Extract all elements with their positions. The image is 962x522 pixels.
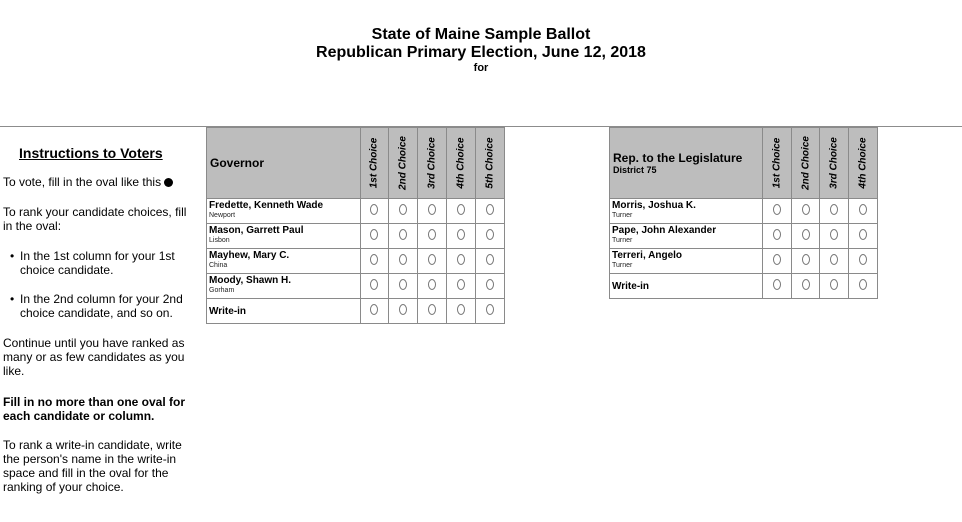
oval-choice-2[interactable] [802, 279, 810, 290]
instruction-rank-line: in the oval: [3, 219, 62, 233]
instruction-writein-line: ranking of your choice. [3, 480, 124, 494]
instruction-writein-line: space and fill in the oval for the [3, 466, 169, 480]
oval-choice-4[interactable] [859, 229, 867, 240]
writein-cell[interactable] [207, 299, 361, 324]
instruction-bullet-1 [10, 249, 210, 277]
choice-label: 4th Choice [455, 137, 467, 189]
filled-oval-icon [164, 178, 173, 187]
choice-header [360, 128, 389, 199]
oval-choice-2[interactable] [399, 204, 407, 215]
oval-choice-4[interactable] [457, 279, 465, 290]
office-name: Governor [210, 156, 265, 170]
instruction-writein [3, 438, 198, 494]
instructions-title: Instructions to Voters [19, 145, 163, 161]
legislature-office-header [610, 128, 763, 199]
oval-choice-2[interactable] [399, 254, 407, 265]
oval-choice-4[interactable] [457, 229, 465, 240]
oval-choice-1[interactable] [773, 229, 781, 240]
oval-choice-3[interactable] [428, 254, 436, 265]
candidate-cell [610, 249, 763, 274]
instruction-vote [3, 175, 198, 189]
oval-choice-4[interactable] [859, 279, 867, 290]
oval-choice-2[interactable] [399, 229, 407, 240]
office-district: District 75 [613, 165, 657, 175]
candidate-row [207, 299, 505, 324]
candidate-cell [207, 199, 361, 224]
instruction-continue [3, 336, 198, 378]
choice-header [476, 128, 505, 199]
oval-choice-1[interactable] [773, 204, 781, 215]
candidate-town: Gorham [209, 287, 235, 294]
candidate-name: Morris, Joshua K. [612, 200, 696, 211]
oval-choice-2[interactable] [802, 204, 810, 215]
instruction-vote-text: To vote, fill in the oval like this [3, 175, 162, 189]
choice-label: 5th Choice [484, 137, 496, 189]
instruction-fill-line: each candidate or column. [3, 409, 155, 423]
candidate-cell [610, 224, 763, 249]
candidate-town: Turner [612, 262, 633, 269]
choice-header [849, 128, 878, 199]
ballot-for: for [473, 62, 489, 74]
governor-contest [206, 127, 505, 324]
candidate-row [207, 274, 505, 299]
candidate-town: China [209, 262, 228, 269]
legislature-contest [609, 127, 878, 299]
governor-office-header [207, 128, 361, 199]
candidate-town: Turner [612, 237, 633, 244]
candidate-name: Mason, Garrett Paul [209, 225, 304, 236]
oval-choice-1[interactable] [773, 279, 781, 290]
choice-header [791, 128, 820, 199]
ballot-subtitle: Republican Primary Election, June 12, 2018 [316, 44, 646, 61]
candidate-name: Fredette, Kenneth Wade [209, 200, 324, 211]
candidate-row [610, 274, 878, 299]
writein-cell[interactable] [610, 274, 763, 299]
oval-choice-1[interactable] [370, 304, 378, 315]
instruction-bullet-line: choice candidate, and so on. [20, 306, 173, 320]
oval-choice-2[interactable] [802, 254, 810, 265]
oval-choice-3[interactable] [830, 279, 838, 290]
oval-choice-3[interactable] [428, 204, 436, 215]
instruction-bullet-2 [10, 292, 210, 320]
instruction-continue-line: many or as few candidates as you [3, 350, 185, 364]
oval-choice-3[interactable] [428, 304, 436, 315]
choice-header [418, 128, 447, 199]
candidate-cell [610, 199, 763, 224]
oval-choice-3[interactable] [830, 254, 838, 265]
oval-choice-5[interactable] [486, 229, 494, 240]
oval-choice-1[interactable] [370, 254, 378, 265]
instruction-fill-limit [3, 395, 198, 423]
candidate-name: Write-in [612, 280, 650, 292]
candidate-name: Terreri, Angelo [612, 250, 683, 261]
candidate-row [610, 199, 878, 224]
oval-choice-2[interactable] [399, 279, 407, 290]
choice-header [389, 128, 418, 199]
oval-choice-2[interactable] [399, 304, 407, 315]
oval-choice-4[interactable] [457, 304, 465, 315]
oval-choice-1[interactable] [370, 204, 378, 215]
instruction-bullet-line: • In the 2nd column for your 2nd [20, 292, 183, 306]
instruction-fill-line: Fill in no more than one oval for [3, 395, 186, 409]
candidate-name: Moody, Shawn H. [209, 275, 292, 286]
candidate-row [207, 224, 505, 249]
choice-label: 1st Choice [368, 137, 380, 189]
instruction-bullet-line: • In the 1st column for your 1st [20, 249, 175, 263]
oval-choice-1[interactable] [370, 229, 378, 240]
candidate-town: Turner [612, 212, 633, 219]
oval-choice-4[interactable] [859, 204, 867, 215]
candidate-row [207, 199, 505, 224]
choice-label: 4th Choice [857, 137, 869, 189]
candidate-cell [207, 224, 361, 249]
oval-choice-4[interactable] [859, 254, 867, 265]
oval-choice-5[interactable] [486, 304, 494, 315]
choice-header [762, 128, 791, 199]
oval-choice-5[interactable] [486, 204, 494, 215]
candidate-row [610, 224, 878, 249]
oval-choice-2[interactable] [802, 229, 810, 240]
oval-choice-5[interactable] [486, 279, 494, 290]
instruction-writein-line: the person's name in the write-in [3, 452, 177, 466]
candidate-town: Newport [209, 212, 236, 219]
oval-choice-3[interactable] [428, 229, 436, 240]
candidate-town: Lisbon [209, 237, 230, 244]
candidate-row [207, 249, 505, 274]
candidate-cell [207, 249, 361, 274]
candidate-name: Write-in [209, 305, 247, 317]
oval-choice-1[interactable] [773, 254, 781, 265]
oval-choice-1[interactable] [370, 279, 378, 290]
choice-header [447, 128, 476, 199]
choice-label: 1st Choice [771, 137, 783, 189]
choice-label: 3rd Choice [426, 137, 438, 189]
oval-choice-3[interactable] [428, 279, 436, 290]
instruction-writein-line: To rank a write-in candidate, write [3, 438, 182, 452]
choice-label: 2nd Choice [397, 136, 409, 190]
instruction-bullet-line: choice candidate. [20, 263, 114, 277]
candidate-name: Pape, John Alexander [612, 225, 717, 236]
instruction-continue-line: like. [3, 364, 25, 378]
choice-header [820, 128, 849, 199]
choice-label: 3rd Choice [828, 137, 840, 189]
choice-label: 2nd Choice [800, 136, 812, 190]
oval-choice-3[interactable] [830, 204, 838, 215]
instruction-continue-line: Continue until you have ranked as [3, 336, 185, 350]
oval-choice-4[interactable] [457, 254, 465, 265]
oval-choice-3[interactable] [830, 229, 838, 240]
ballot-title: State of Maine Sample Ballot [371, 26, 591, 43]
oval-choice-5[interactable] [486, 254, 494, 265]
oval-choice-4[interactable] [457, 204, 465, 215]
candidate-cell [207, 274, 361, 299]
instruction-rank-line: To rank your candidate choices, fill [3, 205, 187, 219]
candidate-row [610, 249, 878, 274]
office-name: Rep. to the Legislature [613, 151, 743, 165]
candidate-name: Mayhew, Mary C. [209, 250, 290, 261]
instruction-rank [3, 205, 198, 233]
